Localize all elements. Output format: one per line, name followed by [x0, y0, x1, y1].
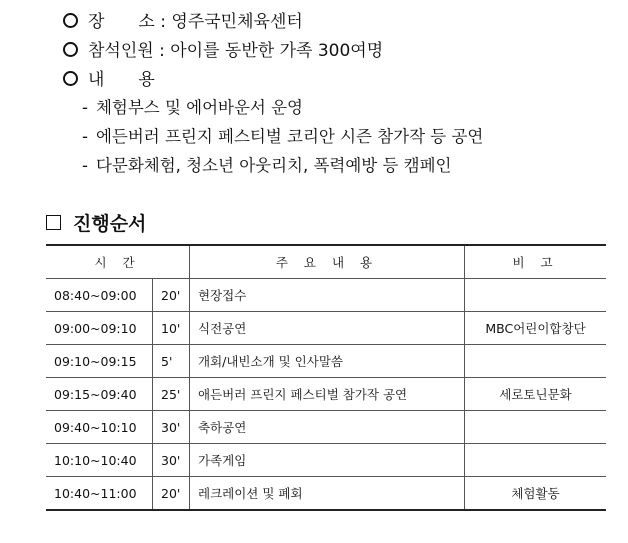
time-cell: 10:10~10:40	[46, 444, 153, 477]
duration-cell: 25'	[153, 378, 190, 411]
header-content: 주 요 내 용	[190, 245, 465, 279]
table-row	[46, 345, 606, 378]
content-cell: 개회/내빈소개 및 인사말씀	[190, 345, 465, 378]
cropped-text-line	[58, 0, 303, 7]
content-item: - 다문화체험, 청소년 아웃리치, 폭력예방 등 캠페인	[82, 156, 452, 175]
attendees-label: 참석인원	[88, 41, 154, 61]
note-cell	[465, 345, 607, 378]
schedule-table	[46, 244, 606, 511]
note-cell	[465, 444, 607, 477]
time-cell: 08:40~09:00	[46, 279, 153, 312]
table-row	[46, 444, 606, 477]
circle-bullet-icon	[63, 71, 78, 86]
content-line	[63, 70, 155, 90]
circle-bullet-icon	[63, 42, 78, 57]
duration-cell: 30'	[153, 411, 190, 444]
note-cell: 세로토닌문화	[465, 378, 607, 411]
content-cell: 가족게임	[190, 444, 465, 477]
venue-value: 영주국민체육센터	[171, 12, 303, 32]
header-time: 시 간	[46, 245, 190, 279]
duration-cell: 5'	[153, 345, 190, 378]
section-title: 진행순서	[73, 213, 147, 235]
duration-cell: 30'	[153, 444, 190, 477]
dash-bullet: -	[82, 98, 88, 117]
content-cell: 애든버러 프린지 페스티벌 참가작 공연	[190, 378, 465, 411]
circle-bullet-icon	[63, 13, 78, 28]
content-item: - 에든버러 프린지 페스티벌 코리안 시즌 참가작 등 공연	[82, 127, 484, 146]
section-heading	[46, 212, 146, 236]
duration-cell: 10'	[153, 312, 190, 345]
content-cell: 현장접수	[190, 279, 465, 312]
time-cell: 09:00~09:10	[46, 312, 153, 345]
note-cell: 체험활동	[465, 477, 607, 511]
square-bullet-icon	[46, 215, 61, 230]
time-cell: 09:10~09:15	[46, 345, 153, 378]
note-cell: MBC어린이합창단	[465, 312, 607, 345]
dash-bullet: -	[82, 156, 88, 175]
time-cell: 09:40~10:10	[46, 411, 153, 444]
venue-label: 장 소	[88, 12, 155, 32]
time-cell: 09:15~09:40	[46, 378, 153, 411]
note-cell	[465, 411, 607, 444]
content-cell: 레크레이션 및 폐회	[190, 477, 465, 511]
content-label: 내 용	[88, 70, 155, 90]
content-cell: 축하공연	[190, 411, 465, 444]
header-note: 비 고	[465, 245, 607, 279]
content-cell: 식전공연	[190, 312, 465, 345]
separator: :	[159, 41, 165, 61]
attendees-value: 아이를 동반한 가족 300여명	[170, 41, 384, 61]
content-item: - 체험부스 및 에어바운서 운영	[82, 98, 303, 117]
separator: :	[160, 12, 166, 32]
attendees-line	[63, 41, 383, 61]
time-cell: 10:40~11:00	[46, 477, 153, 511]
table-row	[46, 312, 606, 345]
table-header-row	[46, 245, 606, 279]
duration-cell: 20'	[153, 477, 190, 511]
table-row	[46, 411, 606, 444]
note-cell	[465, 279, 607, 312]
dash-bullet: -	[82, 127, 88, 146]
venue-line	[63, 12, 303, 32]
duration-cell: 20'	[153, 279, 190, 312]
table-row	[46, 279, 606, 312]
table-row	[46, 477, 606, 511]
table-row	[46, 378, 606, 411]
